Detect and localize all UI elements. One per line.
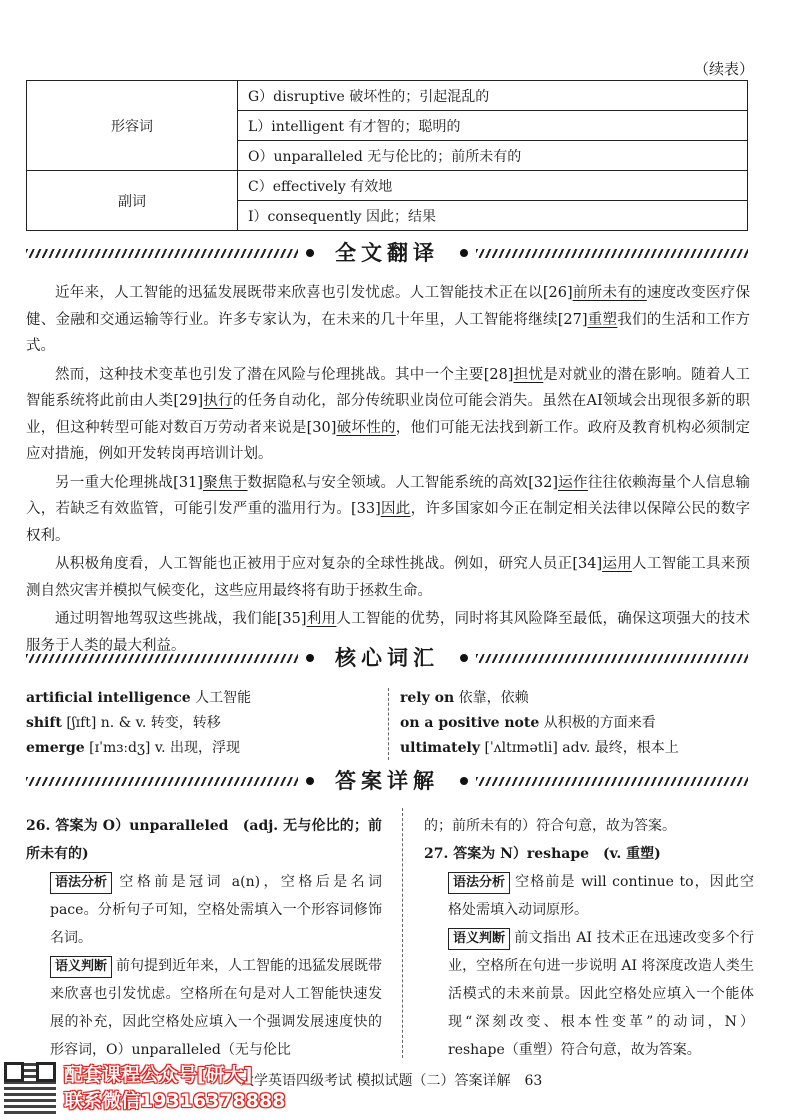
- text-run: 人工智能的优势，同时将其风险降至最低，确保这项强大的技术服务于人类的最大利益。: [26, 611, 751, 654]
- answer-underline: 运用: [602, 556, 633, 572]
- section-banner-answers: [26, 766, 748, 796]
- vocab-cell: L）intelligent 有才智的；聪明的: [238, 111, 748, 141]
- answer-underline: 担忧: [513, 366, 544, 383]
- vocab-definition: 人工智能: [190, 690, 252, 706]
- vocab-definition: 从积极的方面来看: [539, 715, 656, 731]
- vocab-word: artificial intelligence: [26, 690, 191, 706]
- analysis-block: [448, 924, 754, 1064]
- hatch-decoration: [476, 777, 748, 786]
- translation-paragraph: [26, 551, 750, 604]
- translation-paragraph: [26, 470, 750, 550]
- vocab-entry: [400, 736, 760, 761]
- text-run: 数据隐私与安全领域。人工智能系统的高效[32]: [247, 474, 558, 491]
- qr-code-icon: [4, 1062, 56, 1114]
- pos-adverb: 副词: [27, 171, 238, 231]
- analysis-block: [50, 952, 382, 1064]
- answer-26-continuation: 的；前所未有的）符合句意，故为答案。: [424, 818, 676, 834]
- section-title: 全文翻译: [335, 241, 439, 265]
- answer-underline: 运作: [557, 474, 588, 491]
- vocab-cell: I）consequently 因此；结果: [238, 201, 748, 231]
- column-divider: [388, 688, 389, 760]
- vocab-definition: 依靠，依赖: [454, 690, 529, 706]
- answer-underline: 重塑: [587, 311, 618, 328]
- text-run: 另一重大伦理挑战[31]: [55, 474, 203, 491]
- analysis-block: [50, 868, 382, 952]
- vocab-entry: [26, 711, 386, 736]
- answer-underline: 破坏性的: [336, 419, 396, 436]
- vocab-cell: C）effectively 有效地: [238, 171, 748, 201]
- hatch-decoration: [476, 654, 748, 663]
- bullet-dot: [460, 777, 468, 785]
- vocab-cell: G）disruptive 破坏性的；引起混乱的: [238, 81, 748, 111]
- column-divider: [402, 808, 403, 1058]
- answer-underline: 前所未有的: [572, 285, 647, 301]
- text-run: 是对就业的潜在影响。随着人工智能系统将此前由人类[29]: [26, 366, 751, 409]
- translation-paragraph: [26, 362, 750, 468]
- text-run: 我们的生活和工作方式。: [26, 311, 751, 354]
- vocab-definition: [ˈʌltɪmətli] adv. 最终，根本上: [480, 740, 679, 756]
- vocab-table: [26, 80, 748, 231]
- vocab-entry: [400, 711, 760, 736]
- text-run: 通过明智地驾驭这些挑战，我们能[35]: [55, 611, 307, 627]
- pos-adjective: 形容词: [27, 81, 238, 171]
- text-run: 近年来，人工智能的迅猛发展既带来欣喜也引发忧虑。人工智能技术正在以[26]: [55, 285, 573, 301]
- analysis-text: 前文指出 AI 技术正在迅速改变多个行业，空格所在句进一步说明 AI 将深度改造人类生活模式的未来前景。因此空格处应填入一个能体现“深刻改变、根本性变革”的动词，N）reshape（重塑）符合句意，故为答案。: [448, 930, 754, 1058]
- watermark-line: 配套课程公众号[研大]: [64, 1064, 253, 1086]
- analysis-text: 空格前是冠词 a(n)，空格后是名词 pace。分析句子可知，空格处需填入一个形容词修饰名词。: [50, 874, 382, 946]
- vocab-word: ultimately: [400, 740, 480, 756]
- vocab-word: emerge: [26, 740, 85, 756]
- vocab-cell: O）unparalleled 无与伦比的；前所未有的: [238, 141, 748, 171]
- section-banner-translation: [26, 238, 748, 268]
- section-banner-core-vocab: [26, 643, 748, 673]
- answer-26: [26, 812, 382, 1064]
- grammar-analysis-tag: 语法分析: [448, 872, 510, 894]
- bullet-dot: [460, 249, 468, 257]
- translation-paragraph: [26, 280, 750, 360]
- section-title: 答案详解: [335, 769, 439, 793]
- text-run: 往往依赖海量个人信息输入，若缺乏有效监管，可能引发严重的滥用行为。[33]: [26, 474, 751, 517]
- watermark-line: 联系微信19316378888: [64, 1090, 286, 1112]
- answer-underline: 因此: [380, 501, 411, 517]
- answer-heading: 27. 答案为 N）reshape (v. 重塑): [424, 846, 661, 862]
- analysis-text: 空格前是 will continue to，因此空格处需填入动词原形。: [448, 874, 754, 918]
- semantic-judgment-tag: 语义判断: [448, 928, 510, 950]
- core-vocab-left: [26, 686, 386, 761]
- answer-underline: 聚焦于: [202, 474, 248, 491]
- vocab-word: shift: [26, 715, 62, 731]
- continued-label: （续表）: [693, 60, 754, 78]
- answer-27: [424, 812, 754, 1064]
- text-run: 的任务自动化，部分传统职业岗位可能会消失。虽然在AI领域会出现很多新的职业，但这种转型可能对数百万劳动者来说是[30]: [26, 393, 751, 436]
- vocab-definition: [ɪˈmɜːdʒ] v. 出现，浮现: [84, 740, 240, 756]
- answer-body: [424, 868, 754, 1064]
- semantic-judgment-tag: 语义判断: [50, 956, 112, 978]
- text-run: 速度改变医疗保健、金融和交通运输等行业。许多专家认为，在未来的几十年里，人工智能将继续[27]: [26, 285, 751, 328]
- text-run: 人工智能工具来预测自然灾害并模拟气候变化，这些应用最终将有助于拯救生命。: [26, 556, 751, 599]
- bullet-dot: [460, 654, 468, 662]
- answer-body: [26, 868, 382, 1064]
- text-run: 然而，这种技术变革也引发了潜在风险与伦理挑战。其中一个主要[28]: [55, 366, 514, 383]
- grammar-analysis-tag: 语法分析: [50, 872, 112, 894]
- hatch-decoration: [476, 249, 748, 258]
- answer-underline: 执行: [203, 393, 233, 409]
- analysis-text: 前句提到近年来，人工智能的迅猛发展既带来欣喜也引发忧虑。空格所在句是对人工智能快速发展的补充，因此空格处应填入一个强调发展速度快的形容词，O）unparalleled（无与伦比: [50, 958, 383, 1058]
- vocab-entry: [26, 686, 386, 711]
- translation-text: [26, 280, 750, 661]
- text-run: ，许多国家如今正在制定相关法律以保障公民的数字权利。: [26, 501, 751, 544]
- core-vocab-right: [400, 686, 760, 761]
- text-run: 从积极角度看，人工智能也正被用于应对复杂的全球性挑战。例如，研究人员正[34]: [55, 556, 603, 572]
- answer-heading: 26. 答案为 O）unparalleled (adj. 无与伦比的；前所未有的): [26, 818, 382, 862]
- text-run: ，他们可能无法找到新工作。政府及教育机构必须制定应对措施，例如开发转岗再培训计划。: [26, 419, 751, 462]
- vocab-definition: [ʃɪft] n. & v. 转变，转移: [61, 715, 221, 731]
- answer-underline: 利用: [306, 611, 337, 627]
- page-footer: 大学英语四级考试 模拟试题（二）答案详解 63: [240, 1073, 543, 1089]
- section-title: 核心词汇: [335, 646, 439, 670]
- vocab-word: on a positive note: [400, 715, 540, 731]
- vocab-entry: [26, 736, 386, 761]
- vocab-word: rely on: [400, 690, 455, 706]
- analysis-block: [448, 868, 754, 924]
- vocab-entry: [400, 686, 760, 711]
